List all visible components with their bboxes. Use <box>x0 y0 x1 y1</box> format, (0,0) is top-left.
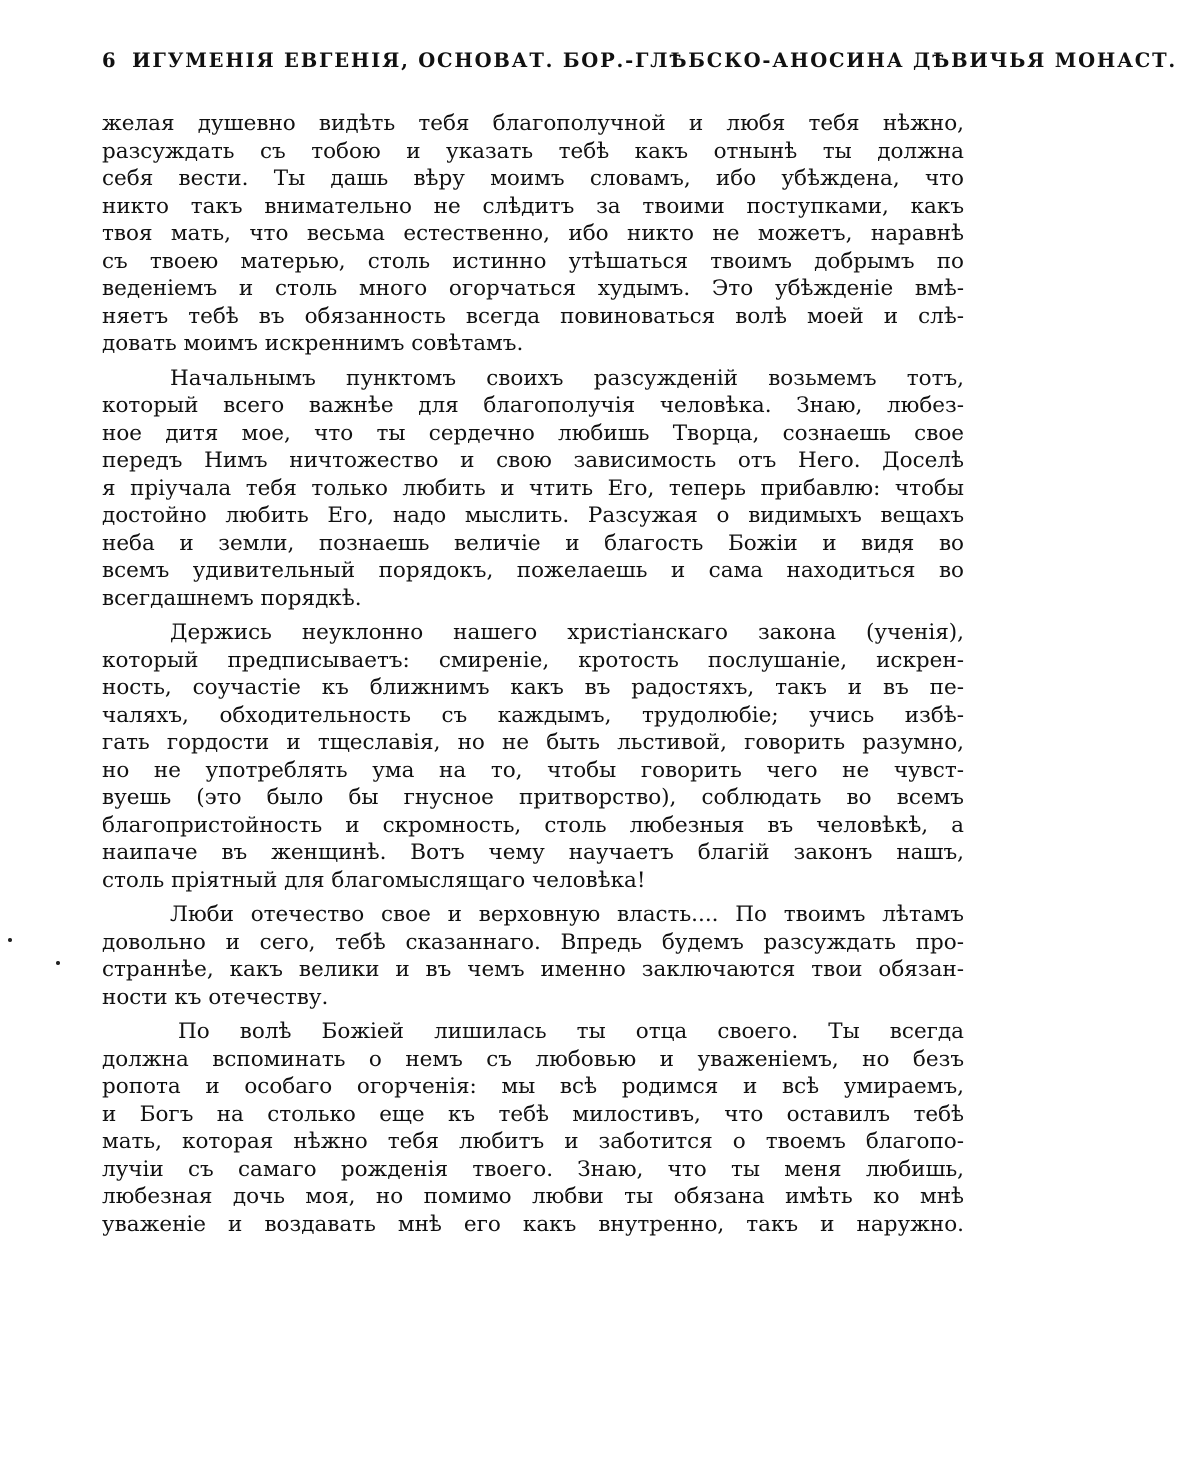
text-line: желая душевно видѣть тебя благополучной и любя тебя нѣжно, <box>102 111 964 136</box>
text-line: должна вспоминать о немъ съ любовью и уваженіемъ, но безъ <box>102 1046 964 1072</box>
text-line: ное дитя мое, что ты сердечно любишь Творца, сознаешь свое <box>102 420 964 446</box>
text-line: всегдашнемъ порядкѣ. <box>102 585 362 611</box>
scan-speck <box>8 938 12 942</box>
text-line: страннѣе, какъ велики и въ чемъ именно заключаются твои обязан- <box>102 957 964 982</box>
text-line: гать гордости и тщеславія, но не быть льстивой, говорить разумно, <box>102 730 964 755</box>
text-line: твоя мать, что весьма естественно, ибо никто не можетъ, наравнѣ <box>102 221 964 246</box>
running-title: ИГУМЕНІЯ ЕВГЕНІЯ, ОСНОВАТ. БОР.-ГЛѢБСКО-АНОСИНА ДѢВИЧЬЯ МОНАСТ. <box>132 49 1177 72</box>
text-line: ропота и особаго огорченія: мы всѣ родимся и всѣ умираемъ, <box>102 1074 964 1099</box>
text-line: лучіи съ самаго рожденія твоего. Знаю, что ты меня любишь, <box>102 1156 964 1182</box>
text-line: чаляхъ, обходительность съ каждымъ, трудолюбіе; учись избѣ- <box>102 702 964 728</box>
text-line: достойно любить Его, надо мыслить. Разсужая о видимыхъ вещахъ <box>102 503 964 528</box>
text-line: вуешь (это было бы гнусное притворство), соблюдать во всемъ <box>102 785 964 810</box>
text-line: По волѣ Божіей лишилась ты отца своего. Ты всегда <box>178 1019 964 1044</box>
text-line: любезная дочь моя, но помимо любви ты обязана имѣть ко мнѣ <box>102 1184 964 1209</box>
text-line: съ твоею матерью, столь истинно утѣшаться твоимъ добрымъ по <box>102 248 964 274</box>
text-line: который всего важнѣе для благополучія человѣка. Знаю, любез- <box>102 393 964 418</box>
text-line: довать моимъ искреннимъ совѣтамъ. <box>102 331 524 356</box>
page-number: 6 <box>102 49 116 72</box>
text-line: Люби отечество свое и верховную власть.... По твоимъ лѣтамъ <box>170 902 964 927</box>
paragraph <box>102 1018 964 1238</box>
text-line: няетъ тебѣ въ обязанность всегда повиноваться волѣ моей и слѣ- <box>102 303 964 329</box>
text-line: ности къ отечеству. <box>102 984 329 1010</box>
text-line: неба и земли, познаешь величіе и благость Божіи и видя во <box>102 530 964 556</box>
text-line: передъ Нимъ ничтожество и свою зависимость отъ Него. Доселѣ <box>102 448 964 473</box>
running-head <box>102 46 1177 76</box>
text-line: Начальнымъ пунктомъ своихъ разсужденій возьмемъ тотъ, <box>170 365 964 391</box>
text-line: никто такъ внимательно не слѣдитъ за твоими поступками, какъ <box>102 193 964 219</box>
text-line: столь пріятный для благомыслящаго человѣка! <box>102 867 646 893</box>
text-line: благопристойность и скромность, столь любезныя въ человѣкѣ, а <box>102 812 964 838</box>
paragraph <box>102 619 964 894</box>
text-line: всемъ удивительный порядокъ, пожелаешь и сама находиться во <box>102 558 964 583</box>
text-line: наипаче въ женщинѣ. Вотъ чему научаетъ благій законъ нашъ, <box>102 840 964 865</box>
text-line: себя вести. Ты дашь вѣру моимъ словамъ, ибо убѣждена, что <box>102 166 964 191</box>
text-line: разсуждать съ тобою и указать тебѣ какъ отнынѣ ты должна <box>102 138 964 164</box>
text-line: уваженіе и воздавать мнѣ его какъ внутренно, такъ и наружно. <box>102 1211 964 1237</box>
text-line: довольно и сего, тебѣ сказаннаго. Впредь будемъ разсуждать про- <box>102 929 964 955</box>
text-line: и Богъ на столько еще къ тебѣ милостивъ, что оставилъ тебѣ <box>102 1101 964 1127</box>
paragraph <box>102 901 964 1011</box>
text-line: ность, соучастіе къ ближнимъ какъ въ радостяхъ, такъ и въ пе- <box>102 675 964 700</box>
text-line: я пріучала тебя только любить и чтить Его, теперь прибавлю: чтобы <box>102 475 964 501</box>
text-line: но не употреблять ума на то, чтобы говорить чего не чувст- <box>102 757 964 783</box>
body-text <box>102 110 964 1245</box>
text-line: который предписываетъ: смиреніе, кротость послушаніе, искрен- <box>102 647 964 673</box>
text-line: веденіемъ и столь много огорчаться худымъ. Это убѣжденіе вмѣ- <box>102 276 964 301</box>
text-line: мать, которая нѣжно тебя любитъ и заботится о твоемъ благопо- <box>102 1129 964 1154</box>
scan-speck <box>56 961 60 965</box>
text-line: Держись неуклонно нашего христіанскаго закона (ученія), <box>170 620 964 645</box>
paragraph <box>102 110 964 358</box>
paragraph <box>102 365 964 613</box>
